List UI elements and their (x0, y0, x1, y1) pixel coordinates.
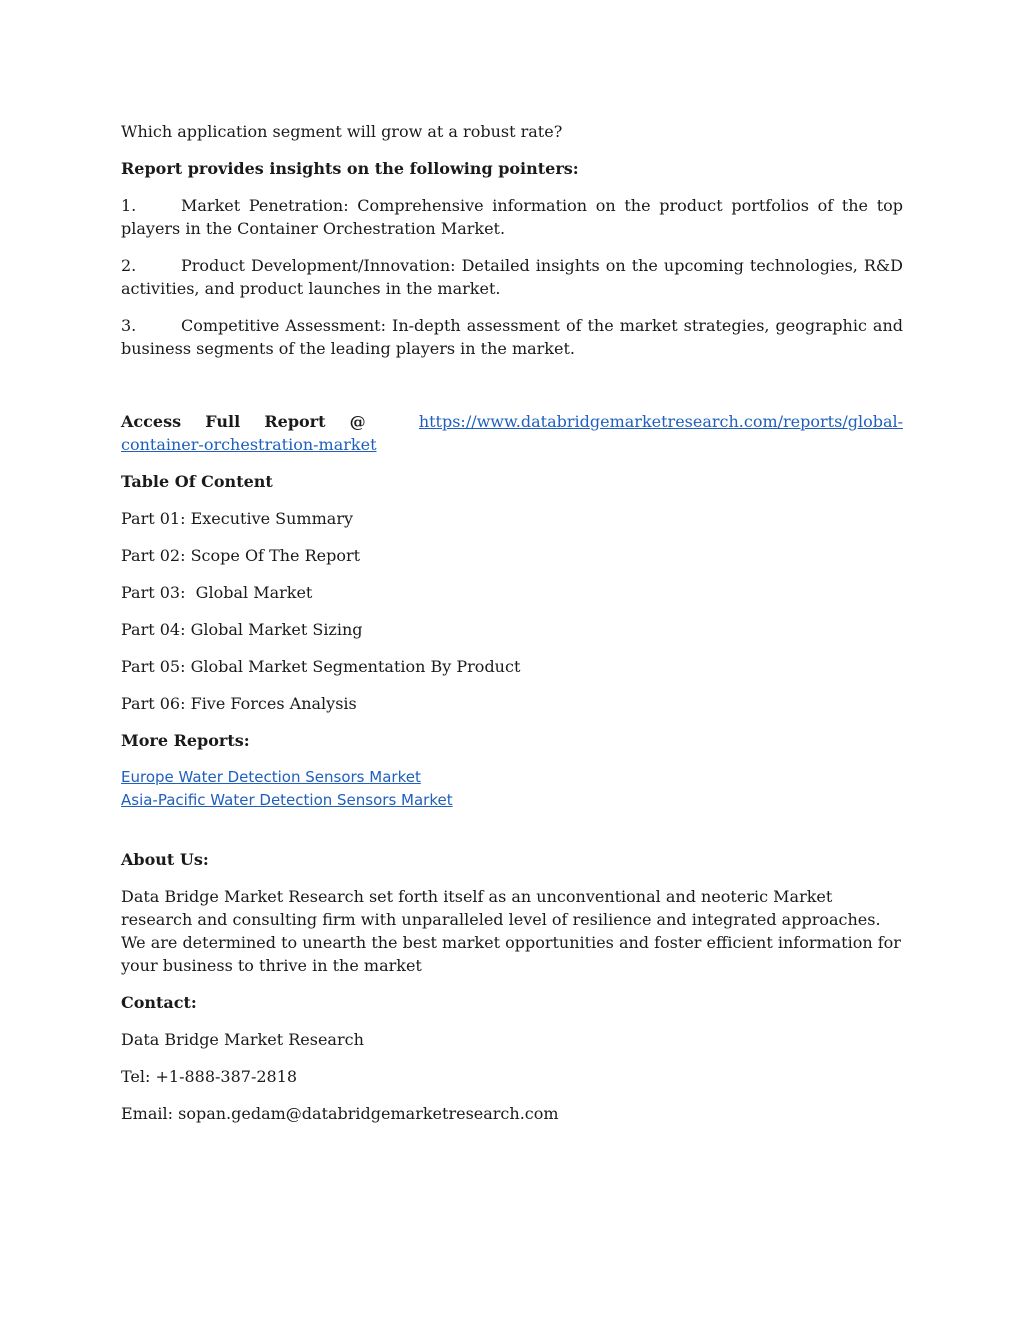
contact-email: Email: sopan.gedam@databridgemarketresearch.com (121, 1104, 559, 1123)
more-reports-list (121, 766, 903, 812)
toc-item: Part 03: Global Market (121, 583, 313, 602)
toc-item: Part 05: Global Market Segmentation By Product (121, 657, 521, 676)
toc-item: Part 04: Global Market Sizing (121, 620, 363, 639)
pointer-text: Product Development/Innovation: Detailed insights on the upcoming technologies, R&D activities, and product launches in the market. (121, 256, 903, 298)
pointer-text: Competitive Assessment: In-depth assessment of the market strategies, geographic and business segments of the leading players in the market. (121, 316, 903, 358)
about-text: Data Bridge Market Research set forth itself as an unconventional and neoteric Market research and consulting firm with unparalleled level of resilience and integrated approaches. We are determined to unearth the best market opportunities and foster efficient information for your business to thrive in the market (121, 887, 901, 975)
pointer-item (121, 194, 903, 240)
pointer-number: 2. (121, 256, 137, 275)
access-label: Access Full Report @ (121, 412, 366, 431)
pointer-number: 1. (121, 196, 137, 215)
contact-company: Data Bridge Market Research (121, 1030, 364, 1049)
toc-item: Part 06: Five Forces Analysis (121, 694, 357, 713)
pointers-heading: Report provides insights on the following pointers: (121, 159, 579, 178)
pointer-item (121, 254, 903, 300)
pointer-number: 3. (121, 316, 137, 335)
document-page (121, 120, 903, 1139)
toc-item: Part 01: Executive Summary (121, 509, 353, 528)
pointer-text: Market Penetration: Comprehensive information on the product portfolios of the top players in the Container Orchestration Market. (121, 196, 903, 238)
toc-heading: Table Of Content (121, 472, 273, 491)
intro-question: Which application segment will grow at a robust rate? (121, 122, 563, 141)
access-full-report (121, 410, 903, 456)
contact-heading: Contact: (121, 993, 197, 1012)
more-report-link[interactable]: Asia-Pacific Water Detection Sensors Market (121, 791, 453, 809)
report-link[interactable]: https://www.databridgemarketresearch.com/reports/global-container-orchestration-market (121, 412, 903, 454)
contact-tel: Tel: +1-888-387-2818 (121, 1067, 298, 1086)
toc-item: Part 02: Scope Of The Report (121, 546, 361, 565)
about-heading: About Us: (121, 850, 209, 869)
more-reports-heading: More Reports: (121, 731, 250, 750)
pointer-item (121, 314, 903, 360)
more-report-link[interactable]: Europe Water Detection Sensors Market (121, 768, 421, 786)
